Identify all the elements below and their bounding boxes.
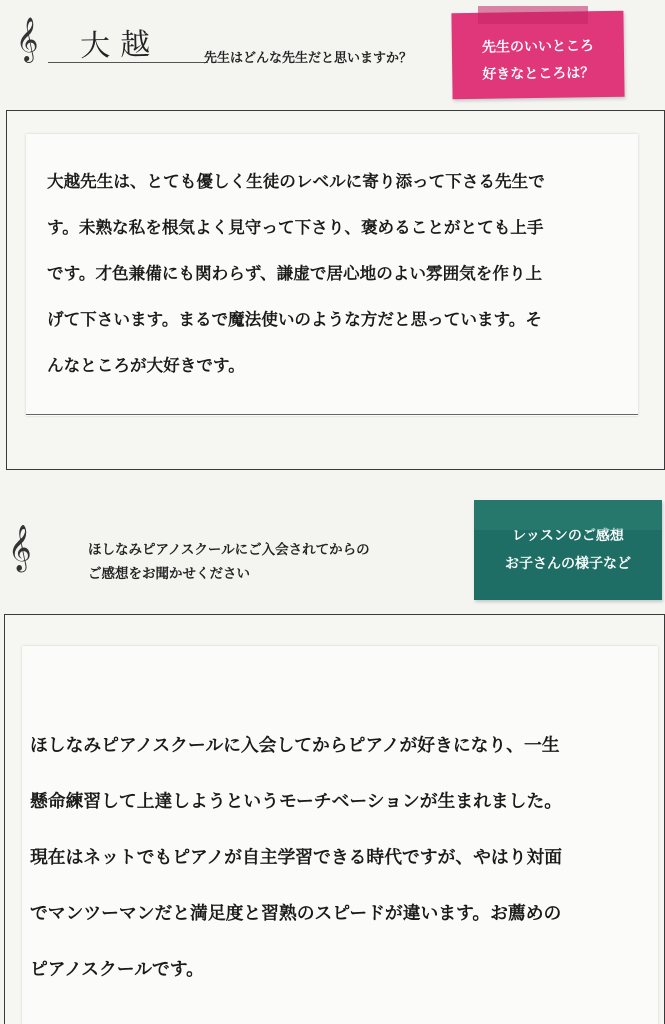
tape-strip (474, 500, 662, 530)
sticky-line: 先生のいいところ (481, 38, 594, 56)
answer-line: んなところが大好きです。 (47, 356, 245, 375)
answer-line: です。才色兼備にも関わらず、謙虚で居心地のよい雰囲気を作り上 (47, 264, 543, 283)
answer-1 (47, 159, 545, 389)
paper-bottom-line (26, 414, 638, 415)
answer-line: げて下さいます。まるで魔法使いのような方だと思っています。そ (47, 310, 542, 329)
sticky-line: お子さんの様子など (505, 556, 631, 572)
sticky-note-pink (451, 11, 624, 99)
treble-clef-icon: 𝄞 (16, 17, 39, 61)
name-underline (48, 62, 208, 63)
question-1: 先生はどんな先生だと思いますか？ (204, 51, 413, 66)
treble-clef-icon: 𝄞 (8, 525, 32, 571)
answer-line: 懸命練習して上達しようというモーチベーションが生まれました。 (30, 791, 563, 812)
tape-strip (478, 6, 588, 24)
answer-line: でマンツーマンだと満足度と習熟のスピードが違います。お薦めの (30, 903, 562, 924)
answer-line: 現在はネットでもピアノが自主学習できる時代ですが、やはり対面 (30, 847, 563, 868)
question-line: ほしなみピアノスクールにご入会されてからの (88, 542, 370, 558)
answer-line: 大越先生は、とても優しく生徒のレベルに寄り添って下さる先生で (47, 172, 545, 191)
sticky-line: レッスンのご感想 (512, 528, 624, 544)
teacher-name: 大越 (79, 26, 161, 65)
question-2 (88, 539, 370, 586)
answer-2 (30, 718, 562, 998)
question-line: ご感想をお聞かせください (88, 565, 250, 582)
sticky-line: 好きなところは？ (482, 64, 595, 83)
answer-line: ほしなみピアノスクールに入会してからピアノが好きになり、一生 (30, 735, 560, 756)
answer-line: す。未熟な私を根気よく見守って下さり、褒めることがとても上手 (47, 218, 544, 237)
answer-line: ピアノスクールです。 (30, 959, 204, 980)
